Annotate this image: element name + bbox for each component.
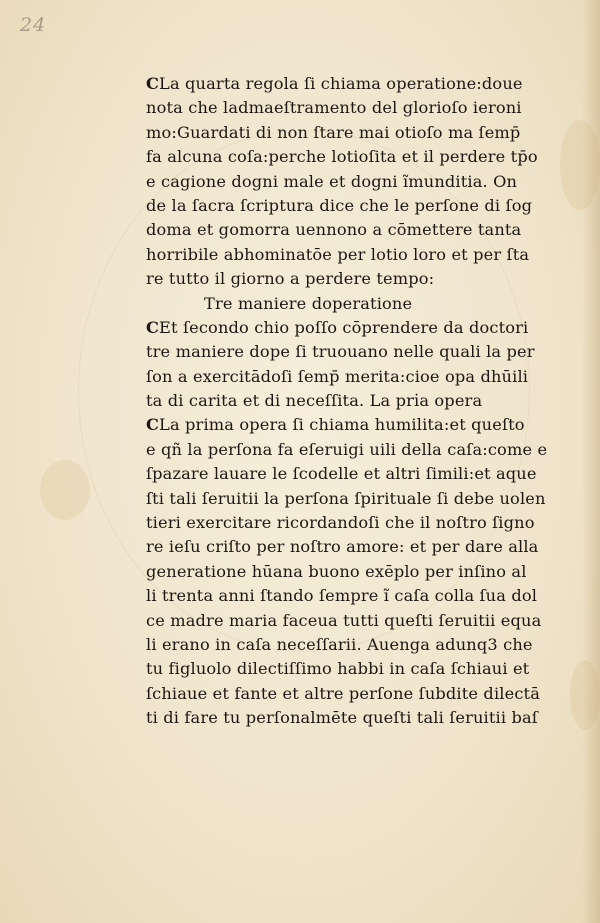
- line-text: generatione hūana buono exēplo per inſino al: [146, 561, 527, 581]
- line-text: ta di carita et di neceſſita. La pri̇a opera: [146, 391, 483, 411]
- line-text: e qñ la perſona fa eſeruigi uili della caſa:come e: [146, 439, 548, 459]
- text-line: [146, 340, 546, 364]
- text-line: [146, 389, 546, 413]
- line-text: nota che ladmaeſtramento del glorioſo ieroni: [146, 98, 522, 118]
- line-text: doma et gomorra uennono a cōmettere tanta: [146, 220, 522, 240]
- line-text: ſpazare lauare le ſcodelle et altri ſimili:et aque: [146, 464, 537, 484]
- text-line: [146, 584, 546, 608]
- line-text: ſti tali ſeruitii la perſona ſpirituale ſi debe uolen: [146, 488, 546, 508]
- text-line: [146, 72, 546, 96]
- section-heading: [146, 292, 546, 316]
- text-line: [146, 462, 546, 486]
- paragraph-mark: C: [146, 74, 160, 93]
- text-line: [146, 633, 546, 657]
- paper-stain: [40, 460, 90, 520]
- line-text: tre maniere dope ſi truouano nelle quali la per: [146, 342, 535, 362]
- text-line: [146, 413, 546, 437]
- line-text: ſon a exercitādoſi ſemp̄ merita:cioe opa dhūili: [146, 366, 529, 386]
- line-text: mo:Guardati di non ſtare mai otioſo ma ſemp̄: [146, 122, 521, 142]
- text-line: [146, 487, 546, 511]
- line-text: Et ſecondo chio poſſo cōprendere da doctori: [159, 317, 529, 337]
- line-text: re tutto il giorno a perdere tempo:: [146, 269, 435, 289]
- line-text: horribile abhominatōe per lotio loro et per ſta: [146, 244, 530, 264]
- text-line: [146, 511, 546, 535]
- text-line: [146, 316, 546, 340]
- line-text: de la ſacra ſcriptura dice che le perſone di ſog: [146, 195, 533, 215]
- text-line: [146, 706, 546, 730]
- page-edge-shadow: [582, 0, 600, 923]
- text-line: [146, 560, 546, 584]
- text-line: [146, 218, 546, 242]
- line-text: e cagione dogni male et dogni ĩmunditia. On: [146, 171, 518, 191]
- text-line: [146, 609, 546, 633]
- text-line: [146, 170, 546, 194]
- line-text: tieri exercitare ricordandoſi che il noſtro ſigno: [146, 513, 535, 533]
- text-line: [146, 535, 546, 559]
- folio-number: 24: [20, 14, 47, 36]
- line-text: Tre maniere doperatione: [204, 293, 413, 313]
- line-text: li erano in caſa neceſſarii. Auenga adunq3 che: [146, 634, 533, 654]
- text-line: [146, 145, 546, 169]
- line-text: La prima opera ſi chiama humilita:et queſto: [159, 415, 525, 435]
- paragraph-mark: C: [146, 415, 160, 435]
- text-column: [146, 72, 546, 731]
- text-line: [146, 365, 546, 389]
- paragraph-mark: C: [146, 317, 160, 337]
- text-line: [146, 657, 546, 681]
- text-line: [146, 96, 546, 120]
- line-text: tu figluolo dilectiſſimo habbi in caſa ſchiaui et: [146, 659, 530, 679]
- line-text: La quarta regola ſi chiama operatione:doue: [159, 74, 523, 93]
- text-line: [146, 194, 546, 218]
- line-text: re ieſu criſto per noſtro amore: et per dare alla: [146, 537, 539, 557]
- text-line: [146, 121, 546, 145]
- text-line: [146, 267, 546, 291]
- text-line: [146, 243, 546, 267]
- text-line: [146, 438, 546, 462]
- text-line: [146, 682, 546, 706]
- line-text: ce madre maria faceua tutti queſti ſeruitii equa: [146, 610, 542, 630]
- line-text: fa alcuna coſa:perche lotioſita et il perdere tp̄o: [146, 147, 538, 167]
- line-text: ſchiaue et fante et altre perſone ſubdite dilectā: [146, 683, 541, 703]
- line-text: ti di fare tu perſonalmēte queſti tali ſeruitii baſ: [146, 708, 538, 728]
- line-text: li trenta anni ſtando ſempre ĩ caſa colla ſua dol: [146, 586, 538, 606]
